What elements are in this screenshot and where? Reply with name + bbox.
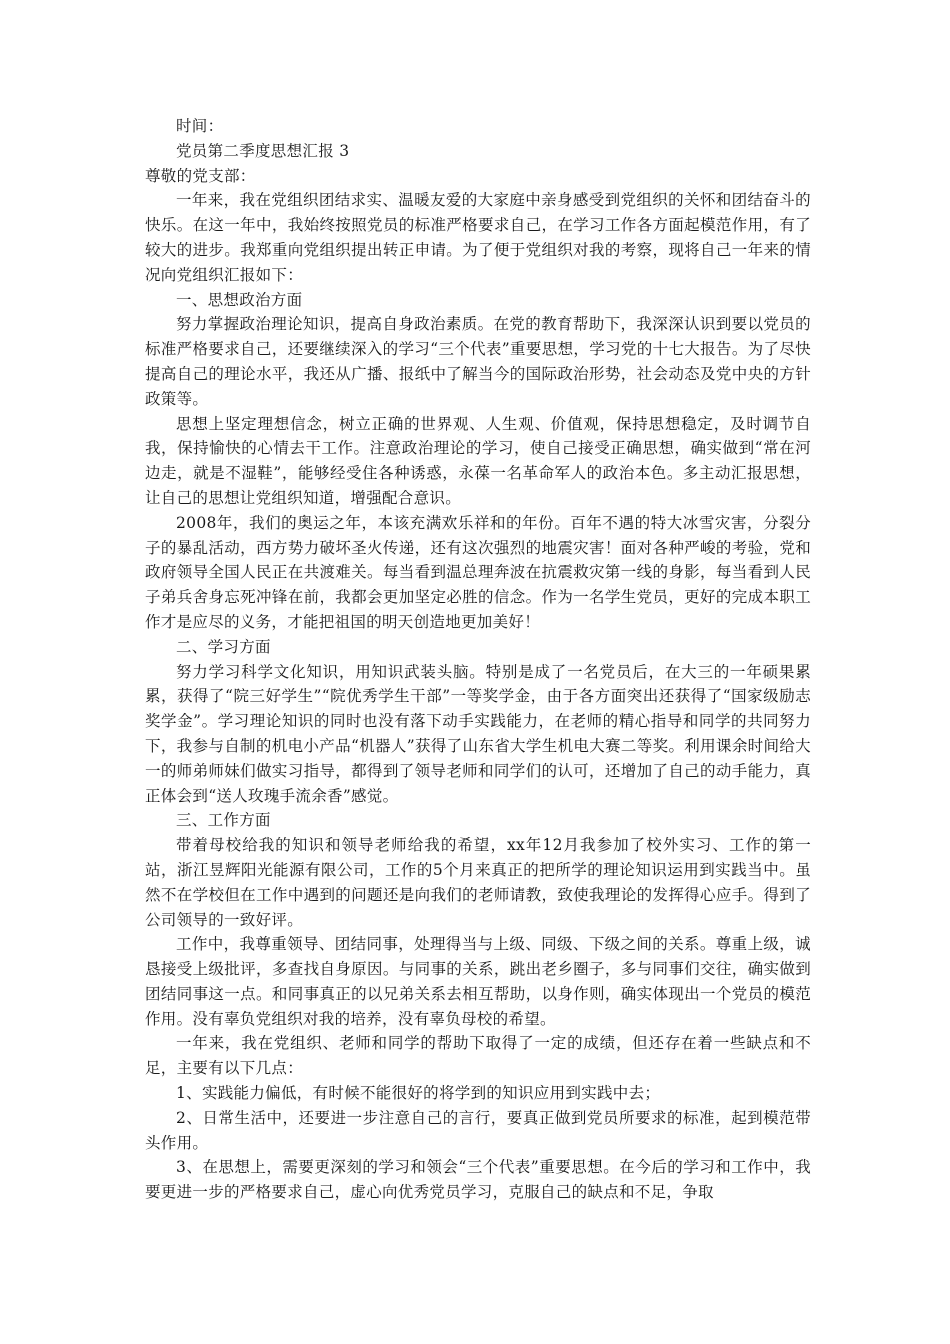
paragraph: 工作中，我尊重领导、团结同事，处理得当与上级、同级、下级之间的关系。尊重上级，诚恳接受上级批评，多查找自身原因。与同事的关系，跳出老乡圈子，多与同事们交往，确实做到团结同事这一点。和同事真正的以兄弟关系去相互帮助，以身作则，确实体现出一个党员的模范作用。没有辜负党组织对我的培养，没有辜负母校的希望。 — [145, 935, 811, 1028]
paragraph: 带着母校给我的知识和领导老师给我的希望，xx年12月我参加了校外实习、工作的第一站，浙江昱辉阳光能源有限公司，工作的5个月来真正的把所学的理论知识运用到实践当中。虽然不在学校但在工作中遇到的问题还是向我们的老师请教，致使我理论的发挥得心应手。得到了公司领导的一致好评。 — [145, 836, 811, 929]
list-item: 2、日常生活中，还要进一步注意自己的言行，要真正做到党员所要求的标准，起到模范带头作用。 — [145, 1108, 811, 1152]
section-heading-study: 二、学习方面 — [176, 637, 271, 656]
document-body — [145, 114, 811, 1205]
salutation: 尊敬的党支部： — [145, 166, 256, 185]
paragraph: 一年来，我在党组织、老师和同学的帮助下取得了一定的成绩，但还存在着一些缺点和不足，主要有以下几点： — [145, 1034, 811, 1078]
paragraph: 2008年，我们的奥运之年，本该充满欢乐祥和的年份。百年不遇的特大冰雪灾害，分裂分子的暴乱活动，西方势力破坏圣火传递，还有这次强烈的地震灾害！面对各种严峻的考验，党和政府领导全国人民正在共渡难关。每当看到温总理奔波在抗震救灾第一线的身影，每当看到人民子弟兵舍身忘死冲锋在前，我都会更加坚定必胜的信念。作为一名学生党员，更好的完成本职工作才是应尽的义务，才能把祖国的明天创造地更加美好！ — [145, 513, 811, 631]
paragraph-intro: 一年来，我在党组织团结求实、温暖友爱的大家庭中亲身感受到党组织的关怀和团结奋斗的快乐。在这一年中，我始终按照党员的标准严格要求自己，在学习工作各方面起模范作用，有了较大的进步。我郑重向党组织提出转正申请。为了便于党组织对我的考察，现将自己一年来的情况向党组织汇报如下： — [145, 191, 811, 284]
section-heading-work: 三、工作方面 — [176, 811, 271, 830]
section-heading-political: 一、思想政治方面 — [176, 290, 303, 309]
document-title: 党员第二季度思想汇报 3 — [176, 141, 350, 160]
paragraph: 思想上坚定理想信念，树立正确的世界观、人生观、价值观，保持思想稳定，及时调节自我，保持愉快的心情去干工作。注意政治理论的学习，使自己接受正确思想，确实做到“常在河边走，就是不湿鞋”，能够经受住各种诱惑，永葆一名革命军人的政治本色。多主动汇报思想，让自己的思想让党组织知道，增强配合意识。 — [145, 414, 811, 507]
paragraph: 努力学习科学文化知识，用知识武装头脑。特别是成了一名党员后，在大三的一年硕果累累，获得了“院三好学生”“院优秀学生干部”一等奖学金，由于各方面突出还获得了“国家级励志奖学金”。学习理论知识的同时也没有落下动手实践能力，在老师的精心指导和同学的共同努力下，我参与自制的机电小产品“机器人”获得了山东省大学生机电大赛二等奖。利用课余时间给大一的师弟师妹们做实习指导，都得到了领导老师和同学们的认可，还增加了自己的动手能力，真正体会到“送人玫瑰手流余香”感觉。 — [145, 662, 811, 805]
list-item: 3、在思想上，需要更深刻的学习和领会“三个代表”重要思想。在今后的学习和工作中，我要更进一步的严格要求自己，虚心向优秀党员学习，克服自己的缺点和不足，争取 — [145, 1158, 811, 1202]
list-item: 1、实践能力偏低，有时候不能很好的将学到的知识应用到实践中去； — [176, 1084, 661, 1103]
paragraph: 努力掌握政治理论知识，提高自身政治素质。在党的教育帮助下，我深深认识到要以党员的标准严格要求自己，还要继续深入的学习“三个代表”重要思想，学习党的十七大报告。为了尽快提高自己的理论水平，我还从广播、报纸中了解当今的国际政治形势，社会动态及党中央的方针政策等。 — [145, 315, 811, 408]
time-label: 时间： — [176, 117, 224, 135]
